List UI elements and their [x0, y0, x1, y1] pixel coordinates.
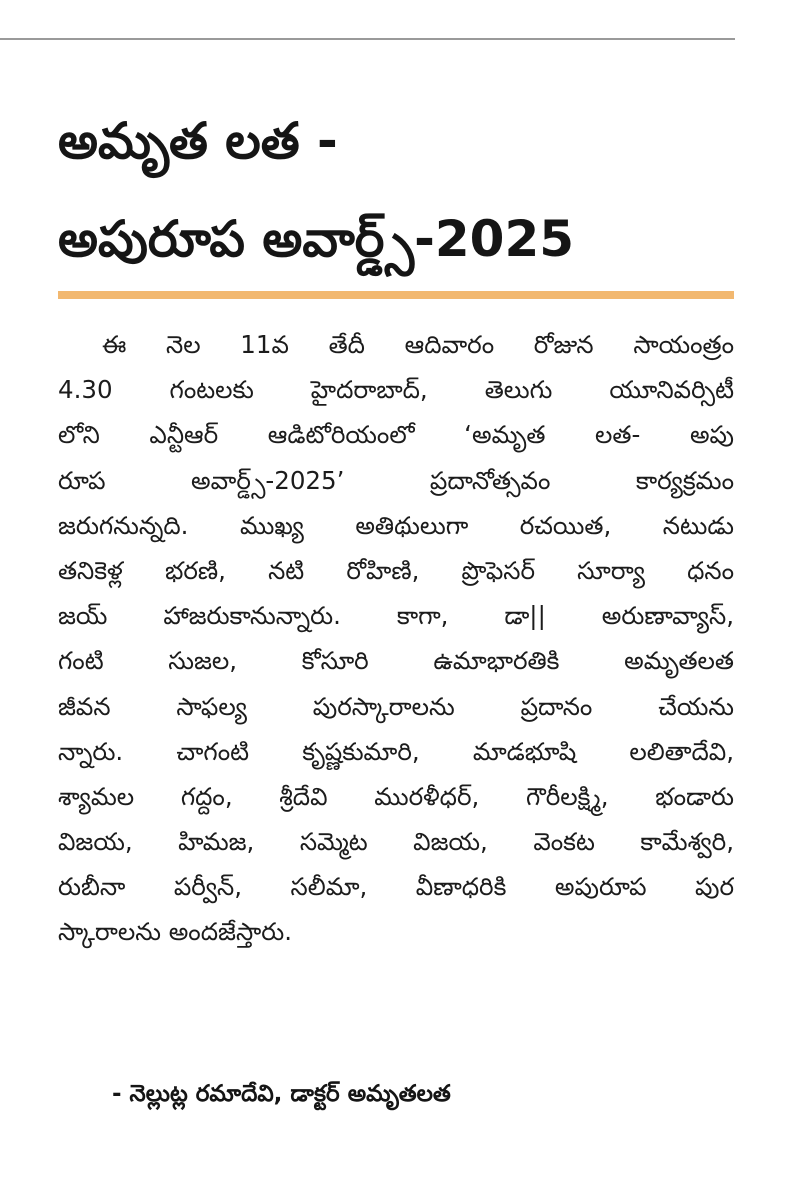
- article-body: [58, 322, 734, 955]
- article-line: లోని ఎన్టీఆర్ ఆడిటోరియంలో ‘అమృత లత- అపు: [58, 420, 734, 450]
- headline-line-1: అమృత లత -: [58, 112, 338, 170]
- top-divider: [0, 38, 735, 40]
- article-line: రుబీనా పర్వీన్, సలీమా, వీణాధరికి అపురూప పుర: [58, 872, 734, 902]
- article-line: గంటి సుజల, కోసూరి ఉమాభారతికి అమృతలత: [58, 646, 734, 676]
- article-line: జయ్ హాజరుకానున్నారు. కాగా, డా|| అరుణావ్యాస్,: [58, 601, 734, 631]
- article-line: జీవన సాఫల్య పురస్కారాలను ప్రదానం చేయను: [58, 691, 734, 721]
- accent-divider: [58, 291, 734, 299]
- article-line: శ్యామల గద్దం, శ్రీదేవి మురళీధర్, గౌరీలక్ష్మి, భండారు: [58, 781, 734, 811]
- article-line: జరుగనున్నది. ముఖ్య అతిథులుగా రచయిత, నటుడు: [58, 510, 734, 540]
- article-line: తనికెళ్ల భరణి, నటి రోహిణి, ప్రొఫెసర్ సూర్యా ధనం: [58, 555, 734, 585]
- article-line: రూప అవార్డ్స్-2025’ ప్రదానోత్సవం కార్యక్రమం: [58, 465, 734, 495]
- article-line: విజయ, హిమజ, సమ్మెట విజయ, వెంకట కామేశ్వరి,: [58, 827, 734, 857]
- byline: - నెల్లుట్ల రమాదేవి, డాక్టర్ అమృతలత: [112, 1081, 451, 1107]
- article-line: స్కారాలను అందజేస్తారు.: [58, 917, 292, 947]
- article-line: ఈ నెల 11వ తేదీ ఆదివారం రోజున సాయంత్రం: [102, 330, 734, 359]
- headline-line-2: అపురూప అవార్డ్స్-2025: [58, 210, 575, 268]
- headline: [58, 92, 738, 288]
- article-line: న్నారు. చాగంటి కృష్ణకుమారి, మాడభూషి లలితాదేవి,: [58, 736, 734, 766]
- article-line: 4.30 గంటలకు హైదరాబాద్, తెలుగు యూనివర్సిటీ: [58, 375, 734, 405]
